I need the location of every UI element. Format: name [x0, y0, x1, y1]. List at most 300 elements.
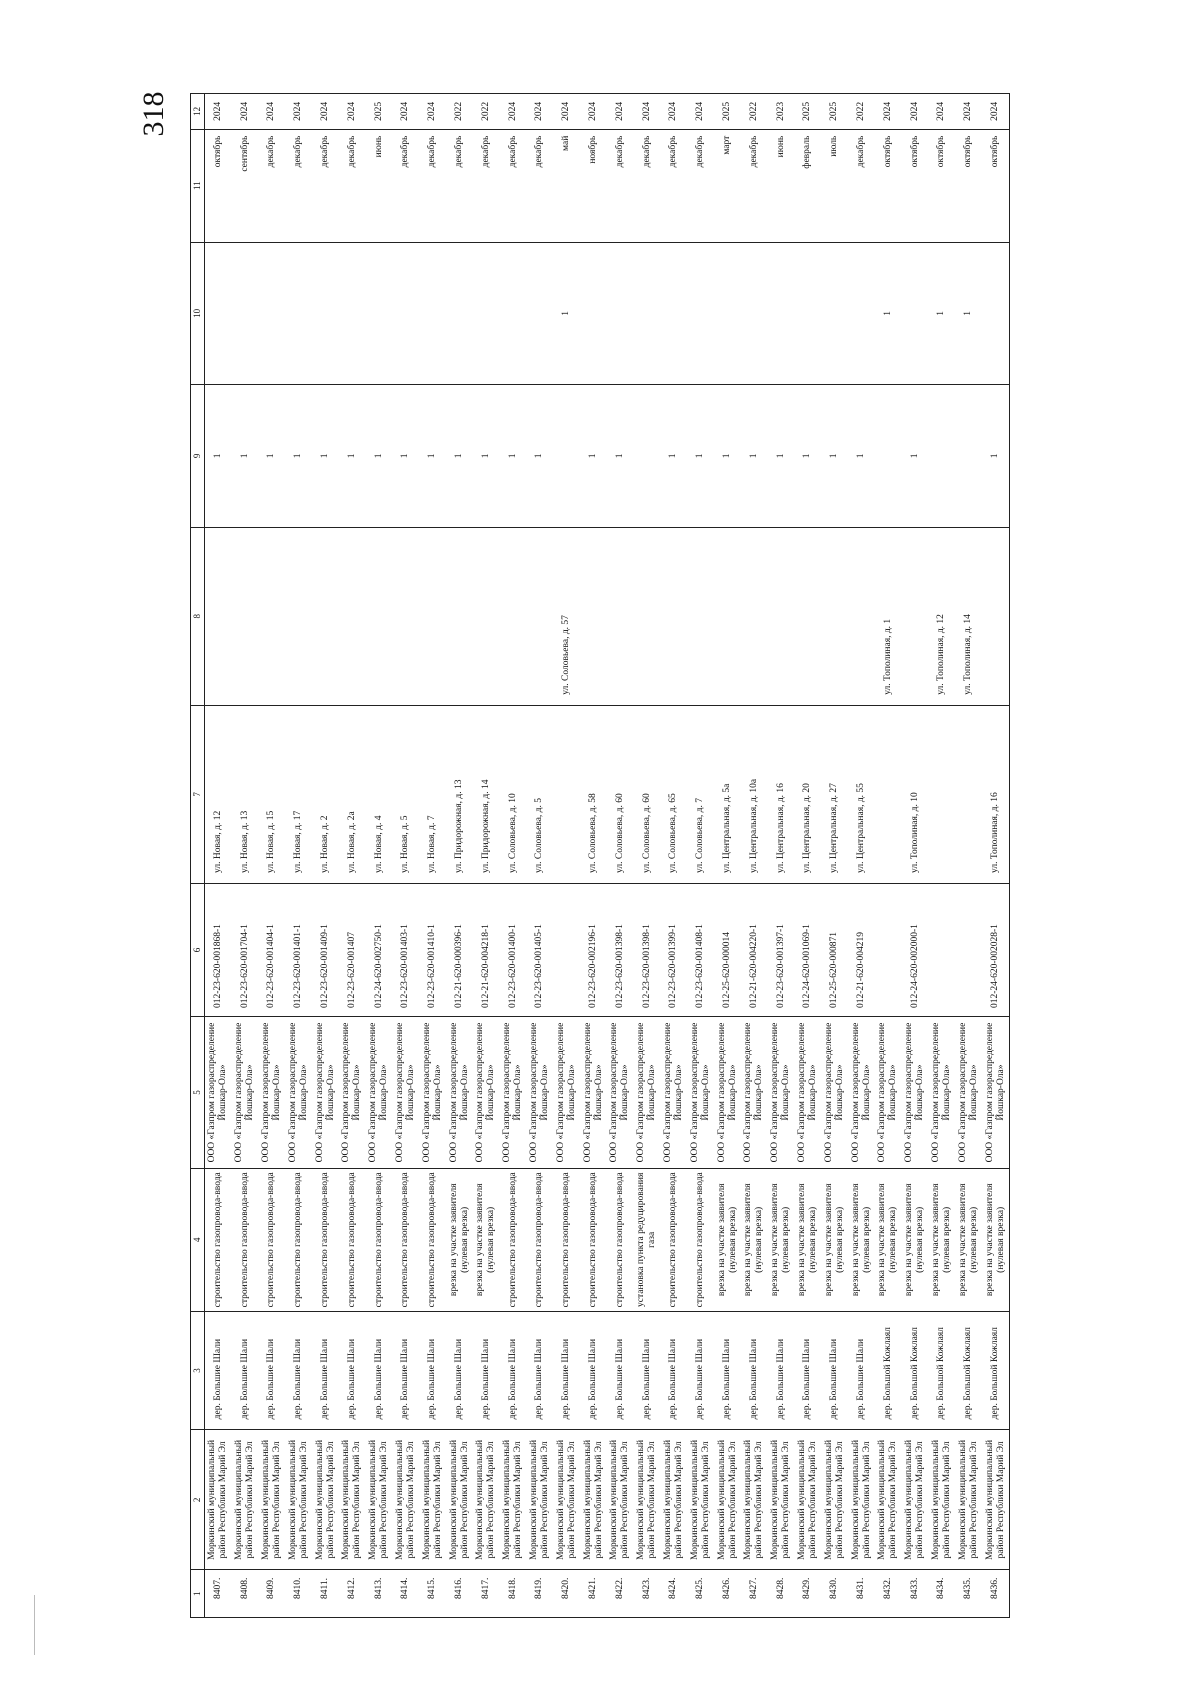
address-cell: ул. Тополиная, д. 16 [982, 705, 1009, 883]
organization-cell: ООО «Газпром газораспределение Йошкар-Ола» [848, 1017, 875, 1169]
address-cell: ул. Новая, д. 4 [366, 705, 393, 883]
settlement-cell: дер. Большие Шали [553, 1311, 580, 1430]
table-row [795, 94, 822, 1618]
organization-cell: ООО «Газпром газораспределение Йошкар-Ола» [259, 1017, 286, 1169]
table-row [848, 94, 875, 1618]
organization-cell: ООО «Газпром газораспределение Йошкар-Ола» [902, 1017, 929, 1169]
organization-cell: ООО «Газпром газораспределение Йошкар-Ола» [929, 1017, 956, 1169]
work-type-cell: врезка на участке заявителя (нулевая врезка) [955, 1169, 982, 1312]
year-cell: 2024 [205, 94, 232, 130]
column-header-9: 9 [191, 385, 205, 528]
year-cell: 2024 [393, 94, 420, 130]
address-cell: ул. Центральная, д. 5а [714, 705, 741, 883]
row-number: 8422. [607, 1570, 634, 1618]
month-cell: февраль [795, 129, 822, 242]
count-col10-cell: 1 [553, 242, 580, 385]
count-col9-cell: 1 [285, 385, 312, 528]
count-col9-cell: 1 [714, 385, 741, 528]
count-col9-cell: 1 [232, 385, 259, 528]
month-cell: декабрь [339, 129, 366, 242]
organization-cell: ООО «Газпром газораспределение Йошкар-Ола» [312, 1017, 339, 1169]
month-cell: декабрь [634, 129, 661, 242]
work-type-cell: строительство газопровода-ввода [607, 1169, 634, 1312]
year-cell: 2024 [259, 94, 286, 130]
address-cell: ул. Придорожная, д. 14 [473, 705, 500, 883]
row-number: 8421. [580, 1570, 607, 1618]
organization-cell: ООО «Газпром газораспределение Йошкар-Ола» [473, 1017, 500, 1169]
column-header-4: 4 [191, 1169, 205, 1312]
year-cell: 2024 [607, 94, 634, 130]
year-cell: 2024 [955, 94, 982, 130]
row-number: 8433. [902, 1570, 929, 1618]
year-cell: 2024 [982, 94, 1009, 130]
settlement-cell: дер. Большие Шали [848, 1311, 875, 1430]
month-cell: декабрь [312, 129, 339, 242]
scan-edge-mark [34, 1595, 35, 1655]
row-number: 8423. [634, 1570, 661, 1618]
month-cell: декабрь [687, 129, 714, 242]
month-cell: декабрь [446, 129, 473, 242]
registration-code-cell: 012-23-620-001400-1 [500, 883, 527, 1016]
count-col9-cell: 1 [473, 385, 500, 528]
count-col9-cell [875, 385, 902, 528]
address-alt-cell [312, 527, 339, 705]
register-table [190, 93, 1010, 1618]
registration-code-cell [875, 883, 902, 1016]
table-row [768, 94, 795, 1618]
address-cell [929, 705, 956, 883]
district-cell: Моркинский муниципальный район Республики Марий Эл [714, 1430, 741, 1570]
settlement-cell: дер. Большие Шали [607, 1311, 634, 1430]
count-col9-cell: 1 [366, 385, 393, 528]
address-cell: ул. Новая, д. 13 [232, 705, 259, 883]
settlement-cell: дер. Большой Кожлаял [929, 1311, 956, 1430]
settlement-cell: дер. Большие Шали [366, 1311, 393, 1430]
month-cell: май [553, 129, 580, 242]
row-number: 8412. [339, 1570, 366, 1618]
registration-code-cell: 012-24-620-002750-1 [366, 883, 393, 1016]
table-row [259, 94, 286, 1618]
count-col9-cell: 1 [741, 385, 768, 528]
settlement-cell: дер. Большой Кожлаял [955, 1311, 982, 1430]
row-number: 8416. [446, 1570, 473, 1618]
organization-cell: ООО «Газпром газораспределение Йошкар-Ола» [527, 1017, 554, 1169]
registration-code-cell: 012-23-620-001868-1 [205, 883, 232, 1016]
year-cell: 2024 [902, 94, 929, 130]
work-type-cell: врезка на участке заявителя (нулевая врезка) [714, 1169, 741, 1312]
organization-cell: ООО «Газпром газораспределение Йошкар-Ола» [741, 1017, 768, 1169]
table-row [875, 94, 902, 1618]
district-cell: Моркинский муниципальный район Республики Марий Эл [607, 1430, 634, 1570]
settlement-cell: дер. Большие Шали [285, 1311, 312, 1430]
page-number-container [136, 84, 172, 144]
settlement-cell: дер. Большие Шали [419, 1311, 446, 1430]
count-col10-cell [419, 242, 446, 385]
row-number: 8434. [929, 1570, 956, 1618]
work-type-cell: строительство газопровода-ввода [339, 1169, 366, 1312]
work-type-cell: строительство газопровода-ввода [687, 1169, 714, 1312]
work-type-cell: строительство газопровода-ввода [366, 1169, 393, 1312]
district-cell: Моркинский муниципальный район Республики Марий Эл [768, 1430, 795, 1570]
count-col10-cell [982, 242, 1009, 385]
address-alt-cell [821, 527, 848, 705]
work-type-cell: строительство газопровода-ввода [553, 1169, 580, 1312]
month-cell: июль [821, 129, 848, 242]
settlement-cell: дер. Большие Шали [473, 1311, 500, 1430]
organization-cell: ООО «Газпром газораспределение Йошкар-Ола» [607, 1017, 634, 1169]
count-col10-cell [687, 242, 714, 385]
address-alt-cell: ул. Соловьева, д. 57 [553, 527, 580, 705]
work-type-cell: врезка на участке заявителя (нулевая врезка) [795, 1169, 822, 1312]
count-col10-cell [473, 242, 500, 385]
table-row [232, 94, 259, 1618]
registration-code-cell: 012-23-620-001410-1 [419, 883, 446, 1016]
address-cell: ул. Тополиная, д. 10 [902, 705, 929, 883]
address-cell: ул. Соловьева, д. 58 [580, 705, 607, 883]
organization-cell: ООО «Газпром газораспределение Йошкар-Ола» [634, 1017, 661, 1169]
table-row [714, 94, 741, 1618]
count-col10-cell: 1 [955, 242, 982, 385]
organization-cell: ООО «Газпром газораспределение Йошкар-Ола» [339, 1017, 366, 1169]
address-alt-cell [902, 527, 929, 705]
month-cell: декабрь [473, 129, 500, 242]
month-cell: октябрь [902, 129, 929, 242]
count-col10-cell [527, 242, 554, 385]
settlement-cell: дер. Большой Кожлаял [875, 1311, 902, 1430]
month-cell: декабрь [848, 129, 875, 242]
organization-cell: ООО «Газпром газораспределение Йошкар-Ола» [366, 1017, 393, 1169]
year-cell: 2023 [768, 94, 795, 130]
district-cell: Моркинский муниципальный район Республики Марий Эл [366, 1430, 393, 1570]
address-cell [955, 705, 982, 883]
year-cell: 2025 [795, 94, 822, 130]
district-cell: Моркинский муниципальный район Республики Марий Эл [580, 1430, 607, 1570]
month-cell: декабрь [419, 129, 446, 242]
work-type-cell: врезка на участке заявителя (нулевая врезка) [821, 1169, 848, 1312]
column-header-11: 11 [191, 129, 205, 242]
count-col10-cell [312, 242, 339, 385]
table-row [955, 94, 982, 1618]
address-alt-cell [687, 527, 714, 705]
district-cell: Моркинский муниципальный район Республики Марий Эл [982, 1430, 1009, 1570]
address-cell: ул. Центральная, д. 10а [741, 705, 768, 883]
organization-cell: ООО «Газпром газораспределение Йошкар-Ола» [446, 1017, 473, 1169]
month-cell: октябрь [955, 129, 982, 242]
month-cell: октябрь [875, 129, 902, 242]
district-cell: Моркинский муниципальный район Республики Марий Эл [393, 1430, 420, 1570]
column-header-7: 7 [191, 705, 205, 883]
count-col10-cell [634, 242, 661, 385]
settlement-cell: дер. Большие Шали [741, 1311, 768, 1430]
settlement-cell: дер. Большие Шали [714, 1311, 741, 1430]
work-type-cell: строительство газопровода-ввода [285, 1169, 312, 1312]
work-type-cell: врезка на участке заявителя (нулевая врезка) [848, 1169, 875, 1312]
address-alt-cell: ул. Тополиная, д. 1 [875, 527, 902, 705]
settlement-cell: дер. Большие Шали [795, 1311, 822, 1430]
district-cell: Моркинский муниципальный район Республики Марий Эл [929, 1430, 956, 1570]
address-cell: ул. Новая, д. 7 [419, 705, 446, 883]
month-cell: сентябрь [232, 129, 259, 242]
count-col9-cell: 1 [902, 385, 929, 528]
count-col9-cell [929, 385, 956, 528]
table-row [634, 94, 661, 1618]
address-alt-cell [580, 527, 607, 705]
row-number: 8426. [714, 1570, 741, 1618]
column-header-1: 1 [191, 1570, 205, 1618]
address-cell: ул. Соловьева, д. 7 [687, 705, 714, 883]
address-cell: ул. Новая, д. 17 [285, 705, 312, 883]
settlement-cell: дер. Большие Шали [205, 1311, 232, 1430]
registration-code-cell: 012-23-620-001403-1 [393, 883, 420, 1016]
address-alt-cell [473, 527, 500, 705]
address-alt-cell [607, 527, 634, 705]
address-alt-cell [661, 527, 688, 705]
table-row [473, 94, 500, 1618]
page-number: 318 [137, 91, 170, 137]
settlement-cell: дер. Большие Шали [312, 1311, 339, 1430]
count-col9-cell: 1 [500, 385, 527, 528]
address-cell: ул. Центральная, д. 20 [795, 705, 822, 883]
count-col9-cell: 1 [312, 385, 339, 528]
district-cell: Моркинский муниципальный район Республики Марий Эл [285, 1430, 312, 1570]
table-row [929, 94, 956, 1618]
row-number: 8411. [312, 1570, 339, 1618]
year-cell: 2024 [419, 94, 446, 130]
count-col9-cell: 1 [795, 385, 822, 528]
registration-code-cell: 012-23-620-001398-1 [607, 883, 634, 1016]
address-cell [553, 705, 580, 883]
district-cell: Моркинский муниципальный район Республики Марий Эл [312, 1430, 339, 1570]
district-cell: Моркинский муниципальный район Республики Марий Эл [741, 1430, 768, 1570]
organization-cell: ООО «Газпром газораспределение Йошкар-Ола» [393, 1017, 420, 1169]
table-row [553, 94, 580, 1618]
year-cell: 2024 [875, 94, 902, 130]
year-cell: 2024 [339, 94, 366, 130]
work-type-cell: строительство газопровода-ввода [312, 1169, 339, 1312]
address-cell: ул. Новая, д. 12 [205, 705, 232, 883]
month-cell: декабрь [500, 129, 527, 242]
month-cell: октябрь [929, 129, 956, 242]
row-number: 8418. [500, 1570, 527, 1618]
year-cell: 2022 [848, 94, 875, 130]
year-cell: 2024 [929, 94, 956, 130]
year-cell: 2024 [232, 94, 259, 130]
registration-code-cell: 012-21-620-000396-1 [446, 883, 473, 1016]
district-cell: Моркинский муниципальный район Республики Марий Эл [955, 1430, 982, 1570]
work-type-cell: врезка на участке заявителя (нулевая врезка) [982, 1169, 1009, 1312]
work-type-cell: строительство газопровода-ввода [527, 1169, 554, 1312]
count-col9-cell: 1 [446, 385, 473, 528]
table-row [902, 94, 929, 1618]
address-alt-cell [768, 527, 795, 705]
month-cell: декабрь [661, 129, 688, 242]
count-col10-cell: 1 [929, 242, 956, 385]
table-row [821, 94, 848, 1618]
work-type-cell: врезка на участке заявителя (нулевая врезка) [446, 1169, 473, 1312]
registration-code-cell: 012-23-620-001399-1 [661, 883, 688, 1016]
district-cell: Моркинский муниципальный район Республики Марий Эл [821, 1430, 848, 1570]
work-type-cell: врезка на участке заявителя (нулевая врезка) [473, 1169, 500, 1312]
address-cell: ул. Соловьева, д. 65 [661, 705, 688, 883]
organization-cell: ООО «Газпром газораспределение Йошкар-Ола» [875, 1017, 902, 1169]
work-type-cell: строительство газопровода-ввода [259, 1169, 286, 1312]
district-cell: Моркинский муниципальный район Республики Марий Эл [500, 1430, 527, 1570]
registration-code-cell: 012-24-620-002000-1 [902, 883, 929, 1016]
district-cell: Моркинский муниципальный район Республики Марий Эл [419, 1430, 446, 1570]
count-col10-cell [768, 242, 795, 385]
address-alt-cell [527, 527, 554, 705]
district-cell: Моркинский муниципальный район Республики Марий Эл [473, 1430, 500, 1570]
organization-cell: ООО «Газпром газораспределение Йошкар-Ола» [821, 1017, 848, 1169]
address-alt-cell [285, 527, 312, 705]
row-number: 8435. [955, 1570, 982, 1618]
table-row [661, 94, 688, 1618]
month-cell: октябрь [205, 129, 232, 242]
address-cell: ул. Соловьева, д. 5 [527, 705, 554, 883]
settlement-cell: дер. Большие Шали [259, 1311, 286, 1430]
address-alt-cell [741, 527, 768, 705]
district-cell: Моркинский муниципальный район Республики Марий Эл [795, 1430, 822, 1570]
count-col9-cell: 1 [821, 385, 848, 528]
count-col9-cell: 1 [687, 385, 714, 528]
row-number: 8427. [741, 1570, 768, 1618]
address-alt-cell [259, 527, 286, 705]
table-row [580, 94, 607, 1618]
row-number: 8432. [875, 1570, 902, 1618]
count-col9-cell: 1 [982, 385, 1009, 528]
work-type-cell: строительство газопровода-ввода [580, 1169, 607, 1312]
table-row [312, 94, 339, 1618]
organization-cell: ООО «Газпром газораспределение Йошкар-Ола» [687, 1017, 714, 1169]
row-number: 8425. [687, 1570, 714, 1618]
count-col9-cell: 1 [393, 385, 420, 528]
count-col10-cell: 1 [875, 242, 902, 385]
organization-cell: ООО «Газпром газораспределение Йошкар-Ола» [232, 1017, 259, 1169]
row-number: 8413. [366, 1570, 393, 1618]
row-number: 8424. [661, 1570, 688, 1618]
settlement-cell: дер. Большие Шали [634, 1311, 661, 1430]
table-row [982, 94, 1009, 1618]
count-col9-cell: 1 [607, 385, 634, 528]
registration-code-cell: 012-24-620-001069-1 [795, 883, 822, 1016]
district-cell: Моркинский муниципальный район Республики Марий Эл [687, 1430, 714, 1570]
month-cell: декабрь [285, 129, 312, 242]
registration-code-cell: 012-23-620-001401-1 [285, 883, 312, 1016]
registration-code-cell [929, 883, 956, 1016]
year-cell: 2024 [553, 94, 580, 130]
row-number: 8428. [768, 1570, 795, 1618]
count-col10-cell [232, 242, 259, 385]
address-alt-cell [714, 527, 741, 705]
row-number: 8417. [473, 1570, 500, 1618]
work-type-cell: строительство газопровода-ввода [419, 1169, 446, 1312]
registration-code-cell: 012-23-620-001398-1 [634, 883, 661, 1016]
work-type-cell: строительство газопровода-ввода [232, 1169, 259, 1312]
address-cell: ул. Новая, д. 15 [259, 705, 286, 883]
column-header-5: 5 [191, 1017, 205, 1169]
row-number: 8410. [285, 1570, 312, 1618]
work-type-cell: врезка на участке заявителя (нулевая врезка) [875, 1169, 902, 1312]
count-col10-cell [285, 242, 312, 385]
address-alt-cell: ул. Тополиная, д. 12 [929, 527, 956, 705]
month-cell: июнь [768, 129, 795, 242]
month-cell: декабрь [741, 129, 768, 242]
district-cell: Моркинский муниципальный район Республики Марий Эл [661, 1430, 688, 1570]
month-cell: июнь [366, 129, 393, 242]
address-alt-cell [393, 527, 420, 705]
year-cell: 2024 [312, 94, 339, 130]
table-row [419, 94, 446, 1618]
district-cell: Моркинский муниципальный район Республики Марий Эл [902, 1430, 929, 1570]
row-number: 8414. [393, 1570, 420, 1618]
row-number: 8429. [795, 1570, 822, 1618]
year-cell: 2024 [580, 94, 607, 130]
year-cell: 2024 [500, 94, 527, 130]
registration-code-cell: 012-25-620-000014 [714, 883, 741, 1016]
registration-code-cell: 012-21-620-004218-1 [473, 883, 500, 1016]
settlement-cell: дер. Большой Кожлаял [902, 1311, 929, 1430]
district-cell: Моркинский муниципальный район Республики Марий Эл [875, 1430, 902, 1570]
row-number: 8431. [848, 1570, 875, 1618]
address-alt-cell [366, 527, 393, 705]
registration-code-cell: 012-23-620-001397-1 [768, 883, 795, 1016]
address-alt-cell [419, 527, 446, 705]
year-cell: 2025 [714, 94, 741, 130]
registration-code-cell: 012-23-620-001407 [339, 883, 366, 1016]
organization-cell: ООО «Газпром газораспределение Йошкар-Ола» [500, 1017, 527, 1169]
row-number: 8415. [419, 1570, 446, 1618]
registration-code-cell: 012-23-620-001409-1 [312, 883, 339, 1016]
district-cell: Моркинский муниципальный район Республики Марий Эл [339, 1430, 366, 1570]
district-cell: Моркинский муниципальный район Республики Марий Эл [634, 1430, 661, 1570]
district-cell: Моркинский муниципальный район Республики Марий Эл [446, 1430, 473, 1570]
registration-code-cell: 012-23-620-002196-1 [580, 883, 607, 1016]
row-number: 8407. [205, 1570, 232, 1618]
count-col9-cell: 1 [848, 385, 875, 528]
count-col9-cell: 1 [527, 385, 554, 528]
settlement-cell: дер. Большой Кожлаял [982, 1311, 1009, 1430]
table-row [339, 94, 366, 1618]
settlement-cell: дер. Большие Шали [687, 1311, 714, 1430]
address-cell: ул. Центральная, д. 16 [768, 705, 795, 883]
address-cell: ул. Центральная, д. 27 [821, 705, 848, 883]
address-cell: ул. Новая, д. 2 [312, 705, 339, 883]
count-col10-cell [821, 242, 848, 385]
table-row [607, 94, 634, 1618]
registration-code-cell: 012-24-620-002028-1 [982, 883, 1009, 1016]
address-cell: ул. Соловьева, д. 10 [500, 705, 527, 883]
work-type-cell: врезка на участке заявителя (нулевая врезка) [902, 1169, 929, 1312]
organization-cell: ООО «Газпром газораспределение Йошкар-Ола» [795, 1017, 822, 1169]
address-cell: ул. Соловьева, д. 60 [634, 705, 661, 883]
table-row [741, 94, 768, 1618]
column-header-10: 10 [191, 242, 205, 385]
registration-code-cell: 012-21-620-004219 [848, 883, 875, 1016]
table-row [285, 94, 312, 1618]
count-col10-cell [902, 242, 929, 385]
table-row [366, 94, 393, 1618]
district-cell: Моркинский муниципальный район Республики Марий Эл [848, 1430, 875, 1570]
organization-cell: ООО «Газпром газораспределение Йошкар-Ола» [285, 1017, 312, 1169]
settlement-cell: дер. Большие Шали [446, 1311, 473, 1430]
address-cell: ул. Новая, д. 5 [393, 705, 420, 883]
registration-code-cell: 012-23-620-001404-1 [259, 883, 286, 1016]
count-col10-cell [205, 242, 232, 385]
year-cell: 2024 [661, 94, 688, 130]
column-header-6: 6 [191, 883, 205, 1016]
district-cell: Моркинский муниципальный район Республики Марий Эл [232, 1430, 259, 1570]
address-alt-cell [339, 527, 366, 705]
